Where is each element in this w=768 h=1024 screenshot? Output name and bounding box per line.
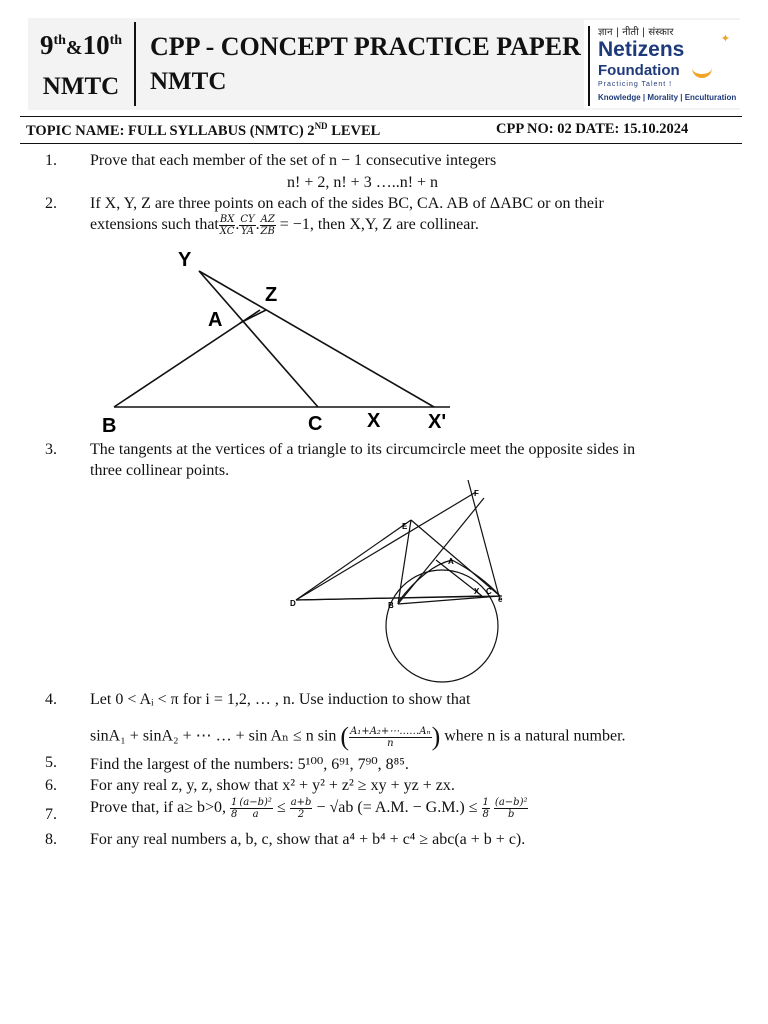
question-4-text: Let 0 < Aᵢ < π for i = 1,2, … , n. Use induction to show that	[90, 691, 471, 708]
logo-tagline: Practicing Talent !	[598, 81, 673, 88]
label-X: X	[474, 587, 480, 596]
question-8-text: For any real numbers a, b, c, show that a⁴ + b⁴ + c⁴ ≥ abc(a + b + c).	[90, 831, 526, 848]
fraction: $\frac{1}{8}$	[231, 797, 238, 820]
question-1-text: Prove that each member of the set of n − 1 consecutive integers	[90, 152, 497, 169]
exam-label: NMTC	[42, 73, 120, 100]
logo-divider	[588, 26, 590, 106]
label-D: D	[290, 599, 296, 608]
logo-hindi-motto: ज्ञान | नीती | संस्कार	[598, 27, 674, 38]
question-number: 3.	[45, 441, 57, 458]
grade-box	[28, 18, 134, 110]
star-icon: ✦	[720, 33, 730, 45]
question-2-condition: extensions such that $\frac{BX}{XC}$ . $\frac{CY}{YA}$ . $\frac{AZ}{ZB}$ = −1, then X,Y, Z are collinear.	[90, 214, 479, 237]
figure-tangent-diagram	[286, 478, 516, 688]
rule-bottom	[20, 143, 742, 144]
paper-title: CPP - CONCEPT PRACTICE PAPER	[150, 32, 581, 61]
fraction: $\frac{BX}{XC}$	[219, 214, 235, 237]
label-Z: Z	[265, 284, 278, 306]
label-F: F	[474, 489, 479, 498]
netizens-logo	[584, 20, 740, 108]
question-5-text: Find the largest of the numbers: 5¹⁰⁰, 6⁹¹, 7⁹⁰, 8⁸⁵.	[90, 756, 409, 773]
fraction: $\frac{1}{8}$	[482, 797, 489, 820]
label-X-prime: X'	[428, 411, 447, 433]
question-1-expression: n! + 2, n! + 3 …..n! + n	[287, 174, 439, 191]
question-number: 7.	[45, 806, 57, 823]
label-e: e	[498, 595, 503, 604]
question-7-text: Prove that, if a≥ b>0, $\frac{1}{8}$ $\frac{\text{(a−b)²}}{a}$ ≤ $\frac{a+b}{2}$ − √ab (= A.M. − G.M.) ≤ $\frac{1}{8}$ $\frac{\text{(a−b)²}}{b}$	[90, 797, 528, 820]
label-B: B	[102, 415, 117, 437]
logo-values: Knowledge | Morality | Enculturation	[598, 93, 737, 102]
topic-name: FULL SYLLABUS (NMTC) 2ND LEVEL	[128, 121, 381, 139]
question-number: 1.	[45, 152, 57, 169]
label-X: X	[367, 410, 381, 432]
logo-name: Netizens	[598, 38, 685, 61]
label-E: E	[402, 522, 408, 531]
rule-top	[20, 116, 742, 117]
question-number: 5.	[45, 754, 57, 771]
paper-subtitle: NMTC	[150, 68, 227, 95]
question-3-text-cont: three collinear points.	[90, 462, 230, 479]
label-C: C	[486, 587, 492, 596]
label-A: A	[448, 557, 454, 566]
figure-menelaus-diagram	[90, 244, 470, 438]
label-A: A	[208, 309, 223, 331]
fraction: $\frac{a+b}{2}$	[290, 797, 312, 820]
question-4-inequality: sinA₁ + sinA₂ + ⋯ … + sin Aₙ ≤ n sin ( $\frac{\text{A₁+A₂+⋯……Aₙ}}{n}$ ) where n is a natural number.	[90, 722, 626, 751]
question-number: 6.	[45, 777, 57, 794]
question-2-text: If X, Y, Z are three points on each of the sides BC, CA. AB of ΔABC or on their	[90, 195, 604, 212]
header-divider	[134, 22, 136, 106]
cpp-number-date: CPP NO: 02 DATE: 15.10.2024	[496, 121, 689, 137]
fraction: $\frac{\text{(a−b)²}}{b}$	[494, 797, 528, 820]
fraction: $\frac{\text{A₁+A₂+⋯……Aₙ}}{n}$	[350, 725, 431, 749]
label-B: B	[388, 601, 394, 610]
topic-label: TOPIC NAME:	[26, 122, 125, 139]
question-number: 8.	[45, 831, 57, 848]
label-Y: Y	[178, 249, 192, 271]
header-banner	[28, 18, 740, 110]
label-C: C	[308, 413, 323, 435]
question-number: 4.	[45, 691, 57, 708]
fraction: $\frac{CY}{YA}$	[240, 214, 255, 237]
fraction: $\frac{\text{(a−b)²}}{a}$	[239, 797, 272, 820]
topic-row	[26, 121, 742, 140]
question-6-text: For any real z, y, z, show that x² + y² + z² ≥ xy + yz + zx.	[90, 777, 455, 794]
fraction: $\frac{AZ}{ZB}$	[260, 214, 275, 237]
question-number: 2.	[45, 195, 57, 212]
question-3-text: The tangents at the vertices of a triangle to its circumcircle meet the opposite sides in	[90, 441, 636, 458]
grade-label: 9th&10th	[39, 30, 123, 60]
swoosh-icon	[692, 58, 712, 78]
logo-foundation: Foundation	[598, 62, 680, 79]
